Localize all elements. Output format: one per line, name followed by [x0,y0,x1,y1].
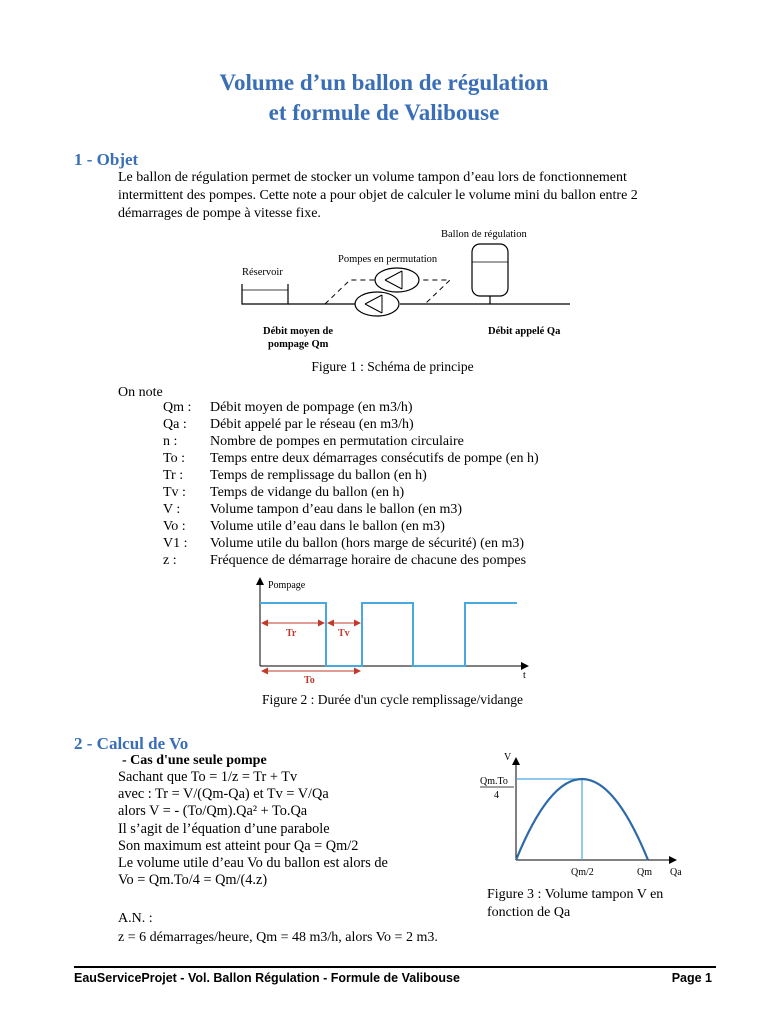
fig2-label-to: To [304,675,315,686]
fig3-caption-line: Figure 3 : Volume tampon V en [487,887,664,902]
derivation-line: alors V = - (To/Qm).Qa² + To.Qa [118,803,308,820]
definition-symbol: Tv : [163,485,186,500]
definition-row [0,553,768,570]
figure1-schema [230,222,590,352]
derivation-line: Il s’agit de l’équation d’une parabole [118,820,330,837]
pump-icon [375,268,419,292]
fig1-label-reservoir: Réservoir [242,267,283,278]
definition-text: Temps de vidange du ballon (en h) [210,485,405,500]
definition-row [0,400,768,417]
definition-symbol: V1 : [163,536,188,551]
definition-text: Temps de remplissage du ballon (en h) [210,468,427,483]
fig1-label-qm-line1: Débit moyen de [263,326,333,337]
footer-divider [74,966,716,968]
definition-row [0,536,768,553]
definition-text: Débit moyen de pompage (en m3/h) [210,400,413,415]
definition-symbol: Vo : [163,519,186,534]
reservoir-shape [242,284,288,304]
ballon-tank-icon [472,244,508,296]
fig1-label-qm-line2: pompage Qm [268,339,329,350]
section1-paragraph [118,169,638,223]
fig2-label-pompage: Pompage [268,580,306,591]
derivation-line: Vo = Qm.To/4 = Qm/(4.z) [118,872,268,889]
definition-symbol: V : [163,502,181,517]
definition-symbol: Qm : [163,400,192,415]
definition-text: Volume utile d’eau dans le ballon (en m3) [210,519,445,534]
definition-symbol: n : [163,434,178,449]
pump-icon [355,292,399,316]
case-title: - Cas d'une seule pompe [122,753,267,768]
definition-row [0,451,768,468]
definition-text: Fréquence de démarrage horaire de chacune des pompes [210,553,527,568]
definition-text: Volume utile du ballon (hors marge de sécurité) (en m3) [210,536,525,551]
para-line: démarrages de pompe à vitesse fixe. [118,206,321,221]
fig1-label-qa: Débit appelé Qa [488,326,561,337]
an-label: A.N. : [118,911,153,926]
definition-row [0,434,768,451]
definition-symbol: Tr : [163,468,184,483]
definition-row [0,417,768,434]
para-line: intermittent des pompes. Cette note a pour objet de calculer le volume mini du ballon entre 2 [118,188,638,203]
definition-symbol: Qa : [163,417,187,432]
derivation-line: Sachant que To = 1/z = Tr + Tv [118,769,298,785]
section1-heading: 1 - Objet [74,150,139,169]
footer-page-number: Page 1 [671,971,712,985]
fig3-label-qa: Qa [670,867,682,878]
figure3-caption [487,886,663,922]
section2-derivation [118,769,388,889]
an-line: z = 6 démarrages/heure, Qm = 48 m3/h, alors Vo = 2 m3. [118,930,438,945]
document-title-line1: Volume d’un ballon de régulation [219,70,549,95]
definition-text: Volume tampon d’eau dans le ballon (en m3) [210,502,463,517]
definition-symbol: To : [163,451,185,466]
para-line: Le ballon de régulation permet de stocker un volume tampon d’eau lors de fonctionnement [118,170,627,185]
fig3-label-v: V [504,752,512,763]
figure2-caption: Figure 2 : Durée d'un cycle remplissage/vidange [261,692,524,707]
fig3-label-qm: Qm [637,867,652,878]
figure1-caption: Figure 1 : Schéma de principe [311,359,474,374]
fig2-pump-signal [260,603,517,666]
fig3-label-4: 4 [494,790,499,801]
section2-heading: 2 - Calcul de Vo [74,734,189,753]
fig2-label-t: t [523,670,526,681]
derivation-line: Le volume utile d’eau Vo du ballon est alors de [118,855,388,872]
figure2-cycle-diagram [240,574,540,686]
figure3-parabola [480,744,700,880]
fig3-label-qm2: Qm/2 [571,867,594,878]
fig3-caption-line: fonction de Qa [487,905,571,920]
document-title-line2: et formule de Valibouse [268,100,500,125]
fig2-label-tr: Tr [286,628,297,639]
on-note-label: On note [118,385,163,400]
definition-row [0,468,768,485]
footer-title: EauServiceProjet - Vol. Ballon Régulation - Formule de Valibouse [74,971,460,985]
fig2-label-tv: Tv [338,628,350,639]
derivation-line: Son maximum est atteint pour Qa = Qm/2 [118,837,359,854]
fig1-label-ballon: Ballon de régulation [441,229,527,240]
fig3-label-qmto: Qm.To [480,776,508,787]
definition-row [0,485,768,502]
fig1-label-pompes: Pompes en permutation [338,254,438,265]
definition-row [0,502,768,519]
derivation-line: avec : Tr = V/(Qm-Qa) et Tv = V/Qa [118,786,329,803]
definition-text: Temps entre deux démarrages consécutifs de pompe (en h) [210,451,539,466]
definition-text: Débit appelé par le réseau (en m3/h) [210,417,414,432]
definition-text: Nombre de pompes en permutation circulaire [210,434,464,449]
definition-symbol: z : [163,553,177,568]
definition-row [0,519,768,536]
